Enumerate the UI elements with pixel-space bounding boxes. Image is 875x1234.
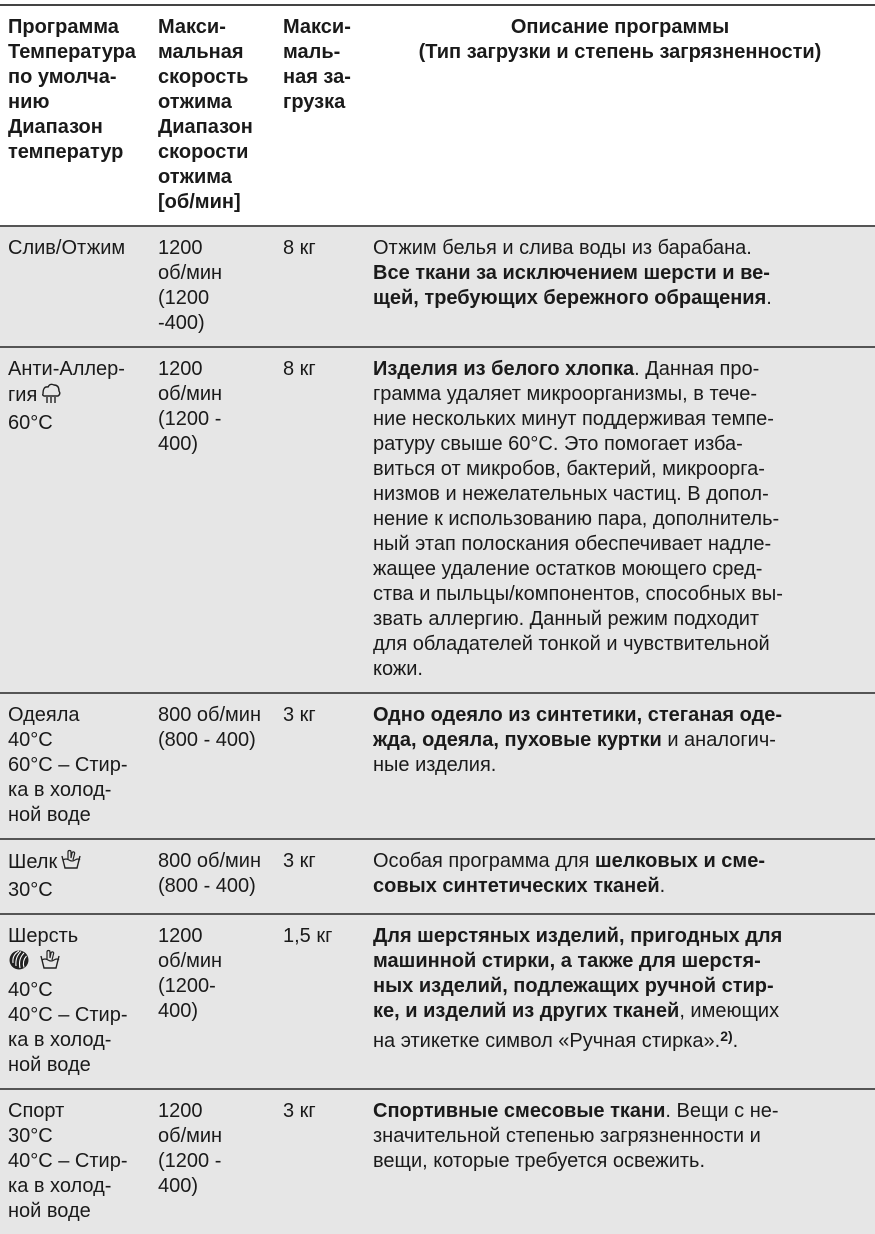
program-table [0,4,875,1234]
footnote-ref: 2) [720,1028,733,1044]
header-description: Описание программы (Тип загрузки и степень загрязненности) [418,16,822,63]
steam-icon [40,382,62,411]
spin-speed: 1200 об/мин (1200 - 400) [158,1100,223,1197]
table-row [0,1089,875,1234]
program-description: Для шерстяных изделий, пригодных для машинной стирки, а также для шерстя- ных изделий, подлежащих ручной стир- ке, и изделий из других тканей, имеющих на этикетке символ «Ручная стирка».$^{2)}$. [373,925,783,1052]
max-load: 3 кг [283,704,316,726]
max-load: 3 кг [283,1100,316,1122]
program-name: Анти-Аллер- гия 60°C [8,358,125,434]
table-header-row [0,5,875,226]
spin-speed: 800 об/мин (800 - 400) [158,850,262,897]
max-load: 8 кг [283,358,316,380]
program-name: Шерсть 40°C 40°C – Стир- ка в холод- ной воде [8,925,128,1076]
spin-speed: 1200 об/мин (1200 - 400) [158,358,223,455]
spin-speed: 1200 об/мин (1200 -400) [158,237,223,334]
spin-speed: 800 об/мин (800 - 400) [158,704,262,751]
handwash-icon [39,949,61,978]
program-description: Одно одеяло из синтетики, стеганая оде- жда, одеяла, пуховые куртки и аналогич- ные изделия. [373,704,783,776]
spin-speed: 1200 об/мин (1200- 400) [158,925,223,1022]
program-description: Изделия из белого хлопка. Данная про- грамма удаляет микроорганизмы, в тече- ние нескольких минут поддерживая темпе- ратуру свыше 60°C. Это помогает изба- виться от микробов, бактерий, микроорга- низмов и нежелательных частиц. В допол- нение к использованию пара, дополнитель- ный этап полоскания обеспечивает надле- жащее удаление остатков моющего сред- ства и пыльцы/компонентов, способных вы- звать аллергию. Данный режим подходит для обладателей тонкой и чувствительной кожи. [373,358,783,680]
program-name: Шелк 30°C [0,839,150,914]
table-row [0,693,875,839]
program-name: Слив/Отжим [8,237,126,259]
handwash-icon [60,849,82,878]
table-row [0,347,875,693]
table-row [0,226,875,347]
program-description: Особая программа для шелковых и сме- совых синтетических тканей. [373,850,766,897]
max-load: 3 кг [283,850,316,872]
table-row [0,914,875,1089]
max-load: 1,5 кг [283,925,333,947]
header-spin-speed: Макси- мальная скорость отжима Диапазон скорости отжима [об/мин] [158,16,253,213]
max-load: 8 кг [283,237,316,259]
program-name: Спорт 30°C 40°C – Стир- ка в холод- ной воде [8,1100,128,1222]
program-description: Спортивные смесовые ткани. Вещи с не- значительной степенью загрязненности и вещи, которые требуется освежить. [373,1100,779,1172]
header-max-load: Макси- маль- ная за- грузка [283,16,351,113]
wool-icon [8,949,30,978]
header-program: Программа Температура по умолча- нию Диапазон температур [8,16,136,163]
program-name: Одеяла 40°C 60°C – Стир- ка в холод- ной воде [8,704,128,826]
program-description: Отжим белья и слива воды из барабана. Все ткани за исключением шерсти и ве- щей, требующих бережного обращения. [373,237,772,309]
table-row [0,839,875,914]
